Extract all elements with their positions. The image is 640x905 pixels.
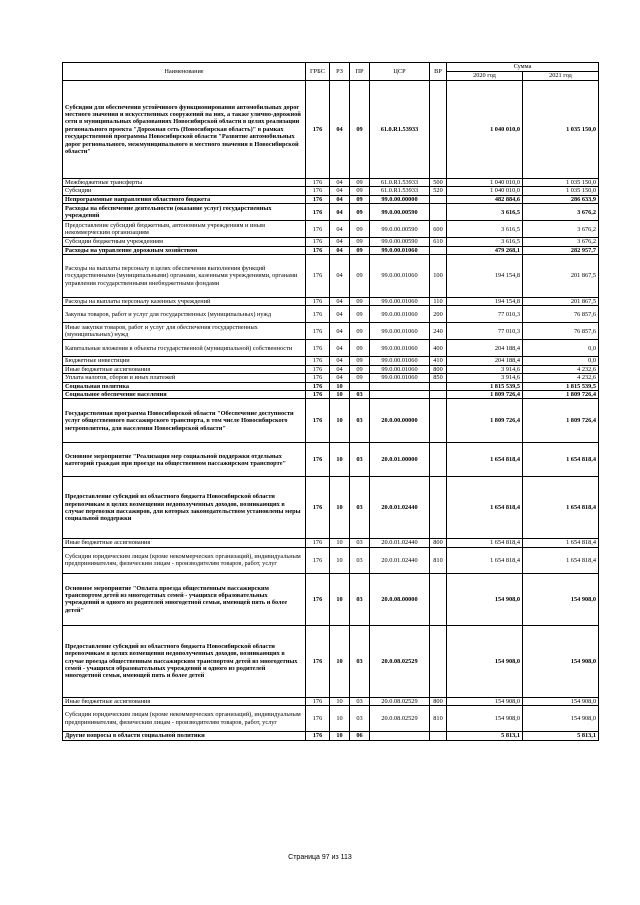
row-pr: 09 — [350, 221, 370, 238]
row-sum-2021: 0,0 — [523, 340, 599, 357]
row-grbs: 176 — [306, 255, 330, 298]
row-grbs: 176 — [306, 204, 330, 221]
row-pr: 09 — [350, 365, 370, 373]
row-pr: 09 — [350, 195, 370, 203]
row-sum-2020: 1 040 010,0 — [447, 81, 523, 179]
row-sum-2021: 1 815 539,5 — [523, 382, 599, 390]
row-pr: 09 — [350, 81, 370, 179]
row-grbs: 176 — [306, 706, 330, 732]
row-grbs: 176 — [306, 298, 330, 306]
row-pr: 09 — [350, 255, 370, 298]
row-sum-2020: 154 908,0 — [447, 706, 523, 732]
row-rz: 04 — [330, 246, 350, 254]
row-rz: 10 — [330, 732, 350, 740]
row-pr: 09 — [350, 323, 370, 340]
row-pr: 03 — [350, 391, 370, 399]
row-sum-2021: 1 654 818,4 — [523, 477, 599, 539]
row-pr: 09 — [350, 204, 370, 221]
row-rz: 04 — [330, 306, 350, 323]
header-grbs: ГРБС — [306, 63, 330, 81]
header-pr: ПР — [350, 63, 370, 81]
row-sum-2021: 154 908,0 — [523, 573, 599, 625]
row-sum-2021: 201 867,5 — [523, 298, 599, 306]
row-grbs: 176 — [306, 399, 330, 443]
row-sum-2021: 154 908,0 — [523, 697, 599, 705]
row-sum-2020: 77 010,3 — [447, 323, 523, 340]
row-pr: 09 — [350, 179, 370, 187]
row-vr: 800 — [430, 365, 447, 373]
row-rz: 10 — [330, 547, 350, 573]
row-csr: 20.0.00.00000 — [370, 399, 430, 443]
row-sum-2021: 1 035 150,0 — [523, 81, 599, 179]
row-sum-2020: 1 809 726,4 — [447, 399, 523, 443]
row-sum-2021: 3 676,2 — [523, 221, 599, 238]
row-sum-2020: 1 809 726,4 — [447, 391, 523, 399]
row-vr: 600 — [430, 221, 447, 238]
row-grbs: 176 — [306, 187, 330, 195]
header-year-2020: 2020 год — [447, 72, 523, 81]
row-vr — [430, 573, 447, 625]
row-vr: 800 — [430, 539, 447, 547]
table-row — [63, 238, 599, 246]
header-rz: РЗ — [330, 63, 350, 81]
row-sum-2021: 3 676,2 — [523, 204, 599, 221]
table-row — [63, 340, 599, 357]
row-sum-2021: 286 633,9 — [523, 195, 599, 203]
row-name: Субсидии юридическим лицам (кроме некоммерческих организаций), индивидуальным предпринимателям, физическим лицам - производителям товаров, работ, услуг — [63, 547, 306, 573]
row-name: Иные бюджетные ассигнования — [63, 365, 306, 373]
row-name: Расходы на обеспечение деятельности (оказание услуг) государственных учреждений — [63, 204, 306, 221]
row-csr: 20.0.08.02529 — [370, 706, 430, 732]
row-name: Закупка товаров, работ и услуг для государственных (муниципальных) нужд — [63, 306, 306, 323]
row-name: Непрограммные направления областного бюджета — [63, 195, 306, 203]
row-csr: 61.0.R1.53933 — [370, 187, 430, 195]
row-grbs: 176 — [306, 81, 330, 179]
row-grbs: 176 — [306, 374, 330, 382]
row-name: Субсидии юридическим лицам (кроме некоммерческих организаций), индивидуальным предпринимателям, физическим лицам - производителям товаров, работ, услуг — [63, 706, 306, 732]
row-rz: 10 — [330, 625, 350, 697]
row-name: Основное мероприятие "Оплата проезда общественным пассажирским транспортом детей из многодетных семей - учащихся образовательных учреждений и одного из родителей многодетной семьи, имеющей пять и более детей" — [63, 573, 306, 625]
row-sum-2021: 76 857,6 — [523, 323, 599, 340]
row-grbs: 176 — [306, 547, 330, 573]
row-grbs: 176 — [306, 443, 330, 477]
row-vr — [430, 625, 447, 697]
row-sum-2021: 1 809 726,4 — [523, 391, 599, 399]
row-name: Предоставление субсидий из областного бюджета Новосибирской области перевозчикам в целях возмещения недополученных доходов, возникающих в случае проезда общественным пассажирским транспортом детей из многодетных семей - учащихся образовательных учреждений и одного из родителей многодетной семьи, имеющей пять и более детей — [63, 625, 306, 697]
row-pr: 03 — [350, 443, 370, 477]
row-sum-2021: 4 232,6 — [523, 365, 599, 373]
header-csr: ЦСР — [370, 63, 430, 81]
row-name: Предоставление субсидий бюджетным, автономным учреждениям и иным некоммерческим организациям — [63, 221, 306, 238]
row-pr: 09 — [350, 306, 370, 323]
row-sum-2020: 154 908,0 — [447, 625, 523, 697]
row-pr: 09 — [350, 187, 370, 195]
row-rz: 04 — [330, 81, 350, 179]
row-csr: 20.0.01.02440 — [370, 539, 430, 547]
row-sum-2020: 77 010,3 — [447, 306, 523, 323]
row-vr — [430, 732, 447, 740]
row-grbs: 176 — [306, 221, 330, 238]
row-grbs: 176 — [306, 573, 330, 625]
row-rz: 10 — [330, 539, 350, 547]
row-vr: 800 — [430, 697, 447, 705]
row-csr: 99.0.00.01060 — [370, 357, 430, 365]
row-rz: 04 — [330, 195, 350, 203]
table-row — [63, 547, 599, 573]
row-rz: 04 — [330, 204, 350, 221]
row-vr: 500 — [430, 179, 447, 187]
table-row — [63, 204, 599, 221]
table-row — [63, 374, 599, 382]
row-grbs: 176 — [306, 697, 330, 705]
table-row — [63, 179, 599, 187]
budget-table — [62, 62, 599, 741]
row-sum-2020: 3 616,5 — [447, 204, 523, 221]
row-csr: 99.0.00.01060 — [370, 298, 430, 306]
row-rz: 10 — [330, 697, 350, 705]
row-pr — [350, 382, 370, 390]
header-sum: Сумма — [447, 63, 599, 72]
row-grbs: 176 — [306, 323, 330, 340]
row-sum-2021: 154 908,0 — [523, 706, 599, 732]
row-sum-2021: 0,0 — [523, 357, 599, 365]
row-sum-2021: 154 908,0 — [523, 625, 599, 697]
row-rz: 10 — [330, 477, 350, 539]
table-row — [63, 391, 599, 399]
row-name: Расходы на выплаты персоналу в целях обеспечения выполнения функций государственными (муниципальными) органами, казенными учреждениями, органами управления государственными внебюджетными фондами — [63, 255, 306, 298]
row-name: Основное мероприятие "Реализация мер социальной поддержки отдельных категорий граждан при проезде на общественном пассажирском транспорте" — [63, 443, 306, 477]
row-sum-2020: 1 815 539,5 — [447, 382, 523, 390]
row-vr: 520 — [430, 187, 447, 195]
row-csr: 61.0.R1.53933 — [370, 179, 430, 187]
row-sum-2020: 204 188,4 — [447, 340, 523, 357]
row-vr: 110 — [430, 298, 447, 306]
row-sum-2020: 1 654 818,4 — [447, 547, 523, 573]
table-row — [63, 697, 599, 705]
row-csr: 20.0.01.02440 — [370, 547, 430, 573]
row-rz: 10 — [330, 706, 350, 732]
row-grbs: 176 — [306, 340, 330, 357]
table-row — [63, 365, 599, 373]
row-grbs: 176 — [306, 357, 330, 365]
row-grbs: 176 — [306, 246, 330, 254]
row-sum-2020: 154 908,0 — [447, 697, 523, 705]
row-csr: 99.0.00.01060 — [370, 246, 430, 254]
row-rz: 10 — [330, 391, 350, 399]
page-number: Страница 97 из 113 — [288, 854, 352, 861]
row-vr — [430, 204, 447, 221]
row-sum-2021: 4 232,6 — [523, 374, 599, 382]
table-row — [63, 357, 599, 365]
table-row — [63, 477, 599, 539]
row-sum-2021: 76 857,6 — [523, 306, 599, 323]
row-name: Иные бюджетные ассигнования — [63, 697, 306, 705]
row-sum-2021: 1 035 150,0 — [523, 187, 599, 195]
row-grbs: 176 — [306, 382, 330, 390]
row-vr: 810 — [430, 547, 447, 573]
row-pr: 09 — [350, 340, 370, 357]
row-sum-2020: 1 654 818,4 — [447, 539, 523, 547]
table-header — [63, 63, 599, 81]
row-name: Расходы на выплаты персоналу казенных учреждений — [63, 298, 306, 306]
table-row — [63, 732, 599, 740]
row-csr: 99.0.00.00590 — [370, 204, 430, 221]
row-pr: 03 — [350, 625, 370, 697]
table-body — [63, 81, 599, 741]
row-rz: 04 — [330, 323, 350, 340]
row-pr: 03 — [350, 399, 370, 443]
row-pr: 09 — [350, 238, 370, 246]
table-row — [63, 323, 599, 340]
table-row — [63, 255, 599, 298]
row-pr: 09 — [350, 357, 370, 365]
row-vr: 610 — [430, 238, 447, 246]
row-sum-2021: 201 867,5 — [523, 255, 599, 298]
row-grbs: 176 — [306, 306, 330, 323]
row-vr: 100 — [430, 255, 447, 298]
row-csr — [370, 732, 430, 740]
row-sum-2021: 1 654 818,4 — [523, 547, 599, 573]
row-grbs: 176 — [306, 365, 330, 373]
table-row — [63, 539, 599, 547]
row-name: Капитальные вложения в объекты государственной (муниципальной) собственности — [63, 340, 306, 357]
row-grbs: 176 — [306, 391, 330, 399]
row-csr — [370, 391, 430, 399]
row-csr: 20.0.08.00000 — [370, 573, 430, 625]
row-sum-2021: 3 676,2 — [523, 238, 599, 246]
row-pr: 09 — [350, 374, 370, 382]
row-rz: 04 — [330, 374, 350, 382]
row-vr — [430, 443, 447, 477]
row-name: Субсидии — [63, 187, 306, 195]
row-csr: 99.0.00.00000 — [370, 195, 430, 203]
table-row — [63, 221, 599, 238]
row-sum-2020: 482 884,6 — [447, 195, 523, 203]
row-sum-2020: 3 914,6 — [447, 374, 523, 382]
row-name: Социальная политика — [63, 382, 306, 390]
row-name: Уплата налогов, сборов и иных платежей — [63, 374, 306, 382]
row-vr — [430, 399, 447, 443]
table-row — [63, 306, 599, 323]
row-sum-2020: 3 616,5 — [447, 238, 523, 246]
row-rz: 04 — [330, 187, 350, 195]
row-pr: 03 — [350, 706, 370, 732]
row-csr: 20.0.08.02529 — [370, 697, 430, 705]
table-row — [63, 625, 599, 697]
row-name: Расходы на управление дорожным хозяйством — [63, 246, 306, 254]
row-csr: 20.0.01.00000 — [370, 443, 430, 477]
row-rz: 04 — [330, 255, 350, 298]
row-csr: 20.0.01.02440 — [370, 477, 430, 539]
row-sum-2021: 1 035 150,0 — [523, 179, 599, 187]
table-row — [63, 195, 599, 203]
row-sum-2020: 1 040 010,0 — [447, 179, 523, 187]
row-name: Государственная программа Новосибирской области "Обеспечение доступности услуг общественного пассажирского транспорта, в том числе Новосибирского метрополитена, для населения Новосибирской области" — [63, 399, 306, 443]
row-csr: 61.0.R1.53933 — [370, 81, 430, 179]
row-pr: 03 — [350, 697, 370, 705]
row-rz: 04 — [330, 365, 350, 373]
row-rz: 10 — [330, 443, 350, 477]
row-rz: 04 — [330, 298, 350, 306]
row-sum-2020: 1 654 818,4 — [447, 443, 523, 477]
table-row — [63, 706, 599, 732]
row-sum-2020: 1 654 818,4 — [447, 477, 523, 539]
row-sum-2020: 1 040 010,0 — [447, 187, 523, 195]
row-csr: 20.0.08.02529 — [370, 625, 430, 697]
row-csr: 99.0.00.01060 — [370, 323, 430, 340]
row-name: Субсидии для обеспечения устойчивого функционирования автомобильных дорог местного значения и искусственных сооружений на них, а также улично-дорожной сети в муниципальных образованиях Новосибирской области в целях реализации регионального проекта "Дорожная сеть (Новосибирская область)" в рамках государственной программы Новосибирской области "Развитие автомобильных дорог регионального, межмуниципального и местного значения в Новосибирской области" — [63, 81, 306, 179]
row-vr: 240 — [430, 323, 447, 340]
row-pr: 09 — [350, 246, 370, 254]
row-grbs: 176 — [306, 238, 330, 246]
row-grbs: 176 — [306, 732, 330, 740]
row-name: Иные бюджетные ассигнования — [63, 539, 306, 547]
row-pr: 03 — [350, 539, 370, 547]
row-grbs: 176 — [306, 539, 330, 547]
row-csr: 99.0.00.00590 — [370, 221, 430, 238]
row-rz: 04 — [330, 340, 350, 357]
row-pr: 09 — [350, 298, 370, 306]
row-rz: 04 — [330, 238, 350, 246]
header-year-2021: 2021 год — [523, 72, 599, 81]
table-row — [63, 573, 599, 625]
header-name: Наименование — [63, 63, 306, 81]
row-vr: 410 — [430, 357, 447, 365]
row-vr — [430, 195, 447, 203]
row-vr: 200 — [430, 306, 447, 323]
row-sum-2020: 204 188,4 — [447, 357, 523, 365]
row-csr: 99.0.00.01060 — [370, 374, 430, 382]
table-row — [63, 246, 599, 254]
row-vr — [430, 81, 447, 179]
table-row — [63, 298, 599, 306]
row-grbs: 176 — [306, 625, 330, 697]
row-pr: 03 — [350, 547, 370, 573]
row-vr: 850 — [430, 374, 447, 382]
row-rz: 04 — [330, 357, 350, 365]
row-sum-2020: 5 813,1 — [447, 732, 523, 740]
row-rz: 10 — [330, 382, 350, 390]
row-sum-2020: 154 908,0 — [447, 573, 523, 625]
row-csr: 99.0.00.01060 — [370, 340, 430, 357]
table-row — [63, 399, 599, 443]
table-row — [63, 443, 599, 477]
row-rz: 10 — [330, 573, 350, 625]
row-grbs: 176 — [306, 477, 330, 539]
row-rz: 10 — [330, 399, 350, 443]
row-pr: 06 — [350, 732, 370, 740]
row-vr: 810 — [430, 706, 447, 732]
row-vr — [430, 391, 447, 399]
row-csr — [370, 382, 430, 390]
row-sum-2021: 1 654 818,4 — [523, 539, 599, 547]
row-pr: 03 — [350, 573, 370, 625]
row-vr — [430, 382, 447, 390]
row-name: Другие вопросы в области социальной политики — [63, 732, 306, 740]
row-csr: 99.0.00.00590 — [370, 238, 430, 246]
row-name: Субсидии бюджетным учреждениям — [63, 238, 306, 246]
row-name: Межбюджетные трансферты — [63, 179, 306, 187]
row-sum-2021: 5 813,1 — [523, 732, 599, 740]
row-csr: 99.0.00.01060 — [370, 306, 430, 323]
row-sum-2020: 3 616,5 — [447, 221, 523, 238]
table-row — [63, 187, 599, 195]
row-grbs: 176 — [306, 179, 330, 187]
row-sum-2021: 1 809 726,4 — [523, 399, 599, 443]
row-pr: 03 — [350, 477, 370, 539]
row-rz: 04 — [330, 179, 350, 187]
row-vr — [430, 246, 447, 254]
row-csr: 99.0.00.01060 — [370, 255, 430, 298]
row-vr — [430, 477, 447, 539]
row-csr: 99.0.00.01060 — [370, 365, 430, 373]
row-name: Бюджетные инвестиции — [63, 357, 306, 365]
row-vr: 400 — [430, 340, 447, 357]
row-sum-2021: 1 654 818,4 — [523, 443, 599, 477]
row-sum-2021: 282 957,7 — [523, 246, 599, 254]
row-name: Предоставление субсидий из областного бюджета Новосибирской области перевозчикам в целях возмещения недополученных доходов, возникающих в случае перевозки пассажиров, для которых законодательством установлены меры социальной поддержки — [63, 477, 306, 539]
row-rz: 04 — [330, 221, 350, 238]
row-grbs: 176 — [306, 195, 330, 203]
row-name: Иные закупки товаров, работ и услуг для обеспечения государственных (муниципальных) нужд — [63, 323, 306, 340]
header-vr: ВР — [430, 63, 447, 81]
row-sum-2020: 194 154,8 — [447, 298, 523, 306]
row-sum-2020: 479 268,1 — [447, 246, 523, 254]
row-sum-2020: 194 154,8 — [447, 255, 523, 298]
table-row — [63, 382, 599, 390]
row-name: Социальное обеспечение населения — [63, 391, 306, 399]
row-sum-2020: 3 914,6 — [447, 365, 523, 373]
table-row — [63, 81, 599, 179]
